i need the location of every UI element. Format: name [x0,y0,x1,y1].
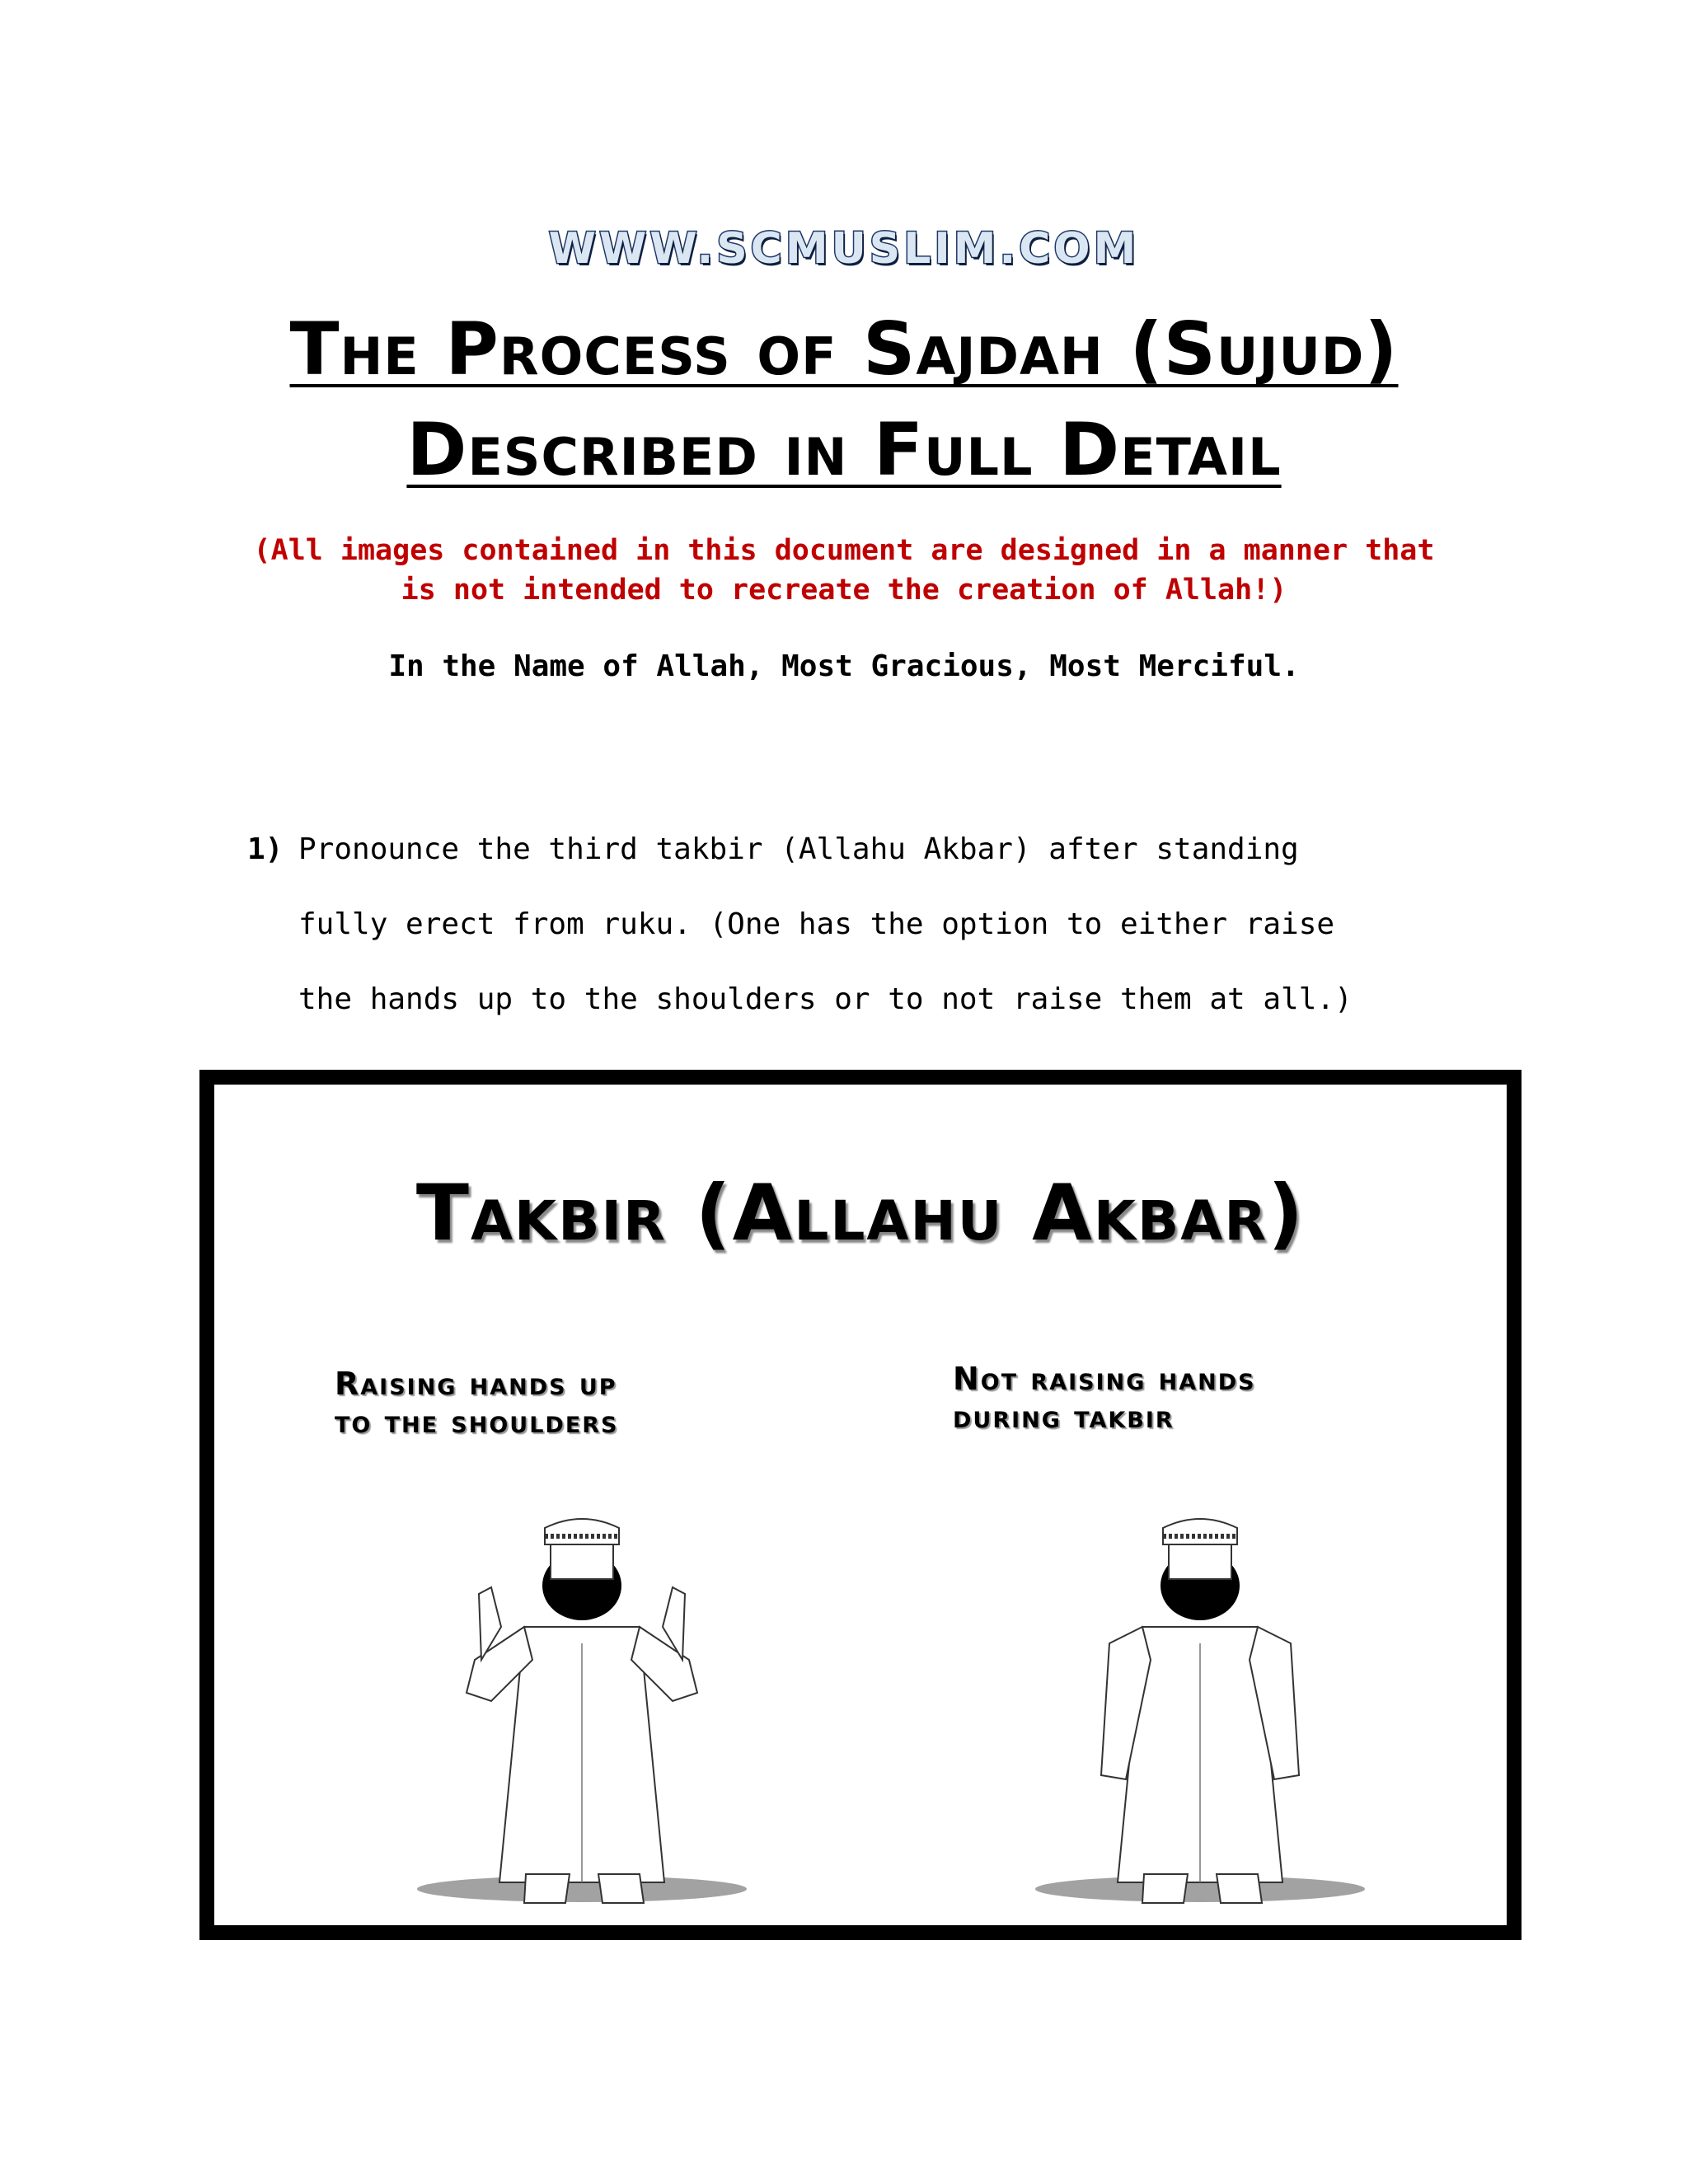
figure-not-raising-hands-illustration [1019,1495,1381,1907]
caption-raising-hands-line-1: Raising hands up [335,1366,617,1402]
step-number: 1) [247,832,284,866]
notice [214,531,1474,610]
notice-line-1: (All images contained in this document are designed in a manner that [253,534,1435,567]
step-line-2: fully erect from ruku. (One has the option to either raise [298,907,1335,941]
step-1 [247,812,1484,1037]
caption-not-raising-hands [953,1360,1256,1436]
caption-not-raising-hands-line-2: during takbir [953,1399,1175,1435]
caption-raising-hands [335,1365,619,1441]
caption-raising-hands-line-2: to the shoulders [335,1404,619,1440]
step-line-3: the hands up to the shoulders or to not raise them at all.) [298,982,1353,1016]
figure-raising-hands-illustration [401,1495,763,1907]
basmala: In the Name of Allah, Most Gracious, Most Merciful. [388,649,1300,683]
notice-line-2: is not intended to recreate the creation of Allah!) [401,574,1287,607]
site-url: WWW.SCMUSLIM.COM [548,224,1140,274]
step-line-1: Pronounce the third takbir (Allahu Akbar) after standing [298,832,1299,866]
figure-title: Takbir (Allahu Akbar) [415,1169,1306,1258]
takbir-figure-box [199,1070,1522,1940]
caption-not-raising-hands-line-1: Not raising hands [953,1361,1256,1397]
document-title-line-1: The Process of Sajdah (Sujud) [289,307,1399,391]
document-title-line-2: Described in Full Detail [406,407,1282,492]
